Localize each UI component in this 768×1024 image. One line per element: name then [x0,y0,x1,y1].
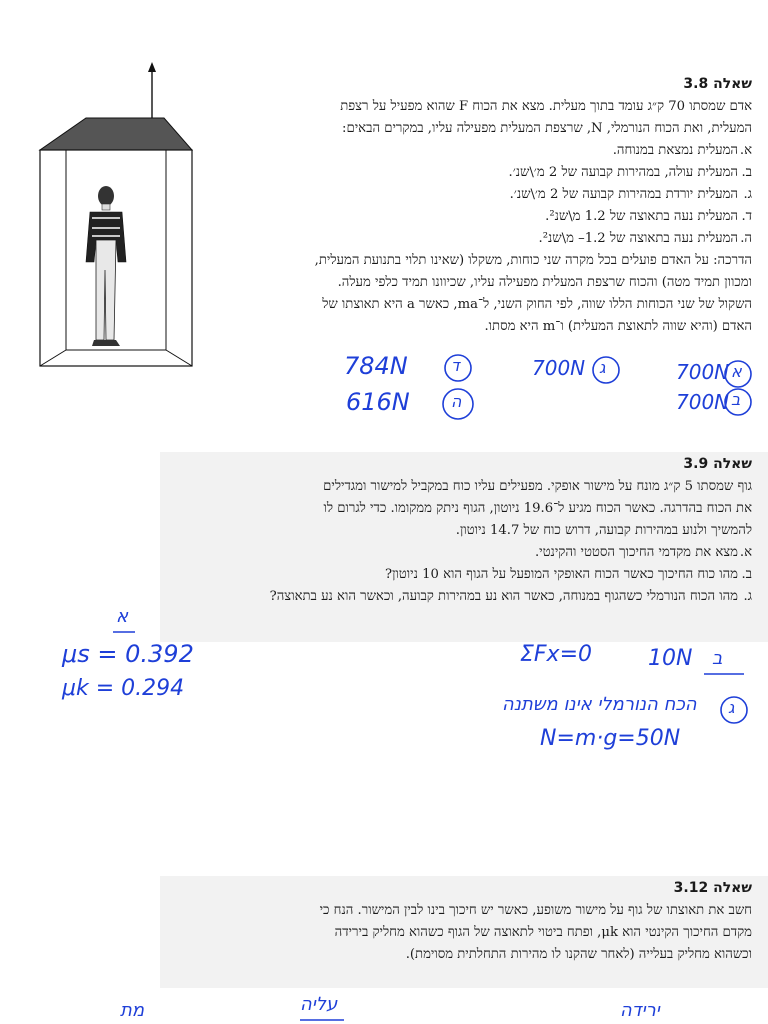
answer-3-9-b: 10N [648,646,693,671]
question-3-8-intro-line2: המעלית, ואת הכוח הנורמלי, N, שרצפת המעלית מפעילה עליו, במקרים הבאים: [342,121,752,136]
question-3-12 [176,880,752,966]
answer-3-9-c-label: ג [728,698,735,717]
question-3-9-intro: גוף שמסתו 5 ק״ג מונח על מישור אופקי. מפעילים עליו כוח במקביל למישור ומגדילים [323,479,752,494]
question-3-8-title: שאלה 3.8 [683,76,752,92]
question-3-8-intro-line1: אדם שמסתו 70 ק״ג עומד בתוך מעלית. מצא את הכוח F שהוא מפעיל על רצפת [340,99,752,114]
answer-3-9-muk: μk = 0.294 [62,676,185,701]
answer-3-9-c-eq: N=m·g=50N [540,726,681,751]
question-3-12-title: שאלה 3.12 [673,880,752,896]
question-3-9 [176,456,752,608]
question-3-8-hint: האדם (והיא שווה לתאוצת המעלית) ו־m היא מסתו. [484,319,752,334]
answer-3-8-d: 784N [344,352,408,380]
question-3-8 [200,76,752,338]
question-3-9-title: שאלה 3.9 [683,456,752,472]
question-3-9-intro: את הכוח בהדרגה. כאשר הכוח מגיע ל־19.6 ניוטון, הגוף ניתק ממקומו. כדי לגרום לו [323,501,752,516]
question-3-9-item: ב. מהו כוח החיכוך כאשר הכוח האופקי המופעל על הגוף הוא 10 ניוטון? [385,567,752,582]
question-3-12-text: חשב את תאוצתו של גוף על מישור משופע, כאשר יש חיכוך בינו לבין המישור. הנח כי [319,903,752,918]
question-3-8-items [200,140,752,250]
question-3-9-item: ג. מהו הכוח הנורמלי כשהגוף במנוחה, כאשר הוא נע במהירות קבועה, וכאשר הוא נע בתאוצה? [269,589,752,604]
answer-3-8-e: 616N [346,388,410,416]
answer-3-8-e-label: ה [451,392,462,411]
question-3-8-item: ה. המעלית נעה בתאוצה של 1.2– מ\שנ². [538,231,752,246]
hand-3-12-mid: עליה [300,994,338,1015]
question-3-8-item: ד. המעלית נעה בתאוצה של 1.2 מ\שנ². [545,209,752,224]
question-3-8-hint: ומכוון תמיד מטה) והכוח שרצפת המעלית מפעילה עליו, שכיוונו תמיד כלפי מעלה. [337,275,752,290]
answer-3-9-a-label: א [116,606,129,627]
question-3-8-item: ג. המעלית יורדת במהירות קבועה של 2 מ׳\שנ׳. [509,187,752,202]
answer-3-8-a: 700N [676,360,730,384]
question-3-8-item: ב. המעלית עולה, במהירות קבועה של 2 מ׳\שנ׳. [508,165,752,180]
question-3-12-text: וכשהוא מחליק בעלייה (לאחר שהקנו לו מהירות התחלתית מסוימת). [405,947,752,962]
question-3-12-text: מקדם החיכוך הקינטי הוא μk, ופתח ביטוי לתאוצה של הגוף כשהוא מחליק בירידה [334,925,752,940]
question-3-8-item: א. המעלית נמצאת במנוחה. [612,143,752,158]
answer-3-9-b-label: ב [712,648,723,669]
hand-3-12-left: מת [120,1000,145,1021]
question-3-9-item: א. מצא את מקדמי החיכוך הסטטי והקינטי. [534,545,752,560]
man-figure [86,186,126,346]
question-3-9-intro: להמשיך ולנוע במהירות קבועה, דרוש כוח של 14.7 ניוטון. [455,523,752,538]
hand-3-12-right: ירידה [620,1000,660,1021]
answer-3-8-b-label: ב [731,390,741,409]
question-3-8-hint: הדרכה: על האדם פועלים בכל מקרה שני כוחות, משקלו (שאינו תלוי בתנועת המעלית, [314,253,752,268]
answer-3-9-mus: μs = 0.392 [62,640,194,668]
answer-3-9-c-note: הכח הנורמלי אינו משתנה [502,694,697,715]
question-3-8-hint: השקול של שני הכוחות הללו שווה, לפי החוק השני, ל־ma, כאשר a היא תאוצתו של [322,297,752,312]
answer-3-8-d-label: ד [451,356,460,375]
question-3-9-items [176,542,752,608]
answer-3-8-c-label: ג [599,358,606,377]
answer-3-8-c: 700N [532,356,586,380]
answer-3-8-a-label: א [731,362,742,381]
answer-3-8-b: 700N [676,390,730,414]
answer-3-9-sum: ΣFx=0 [520,642,593,667]
